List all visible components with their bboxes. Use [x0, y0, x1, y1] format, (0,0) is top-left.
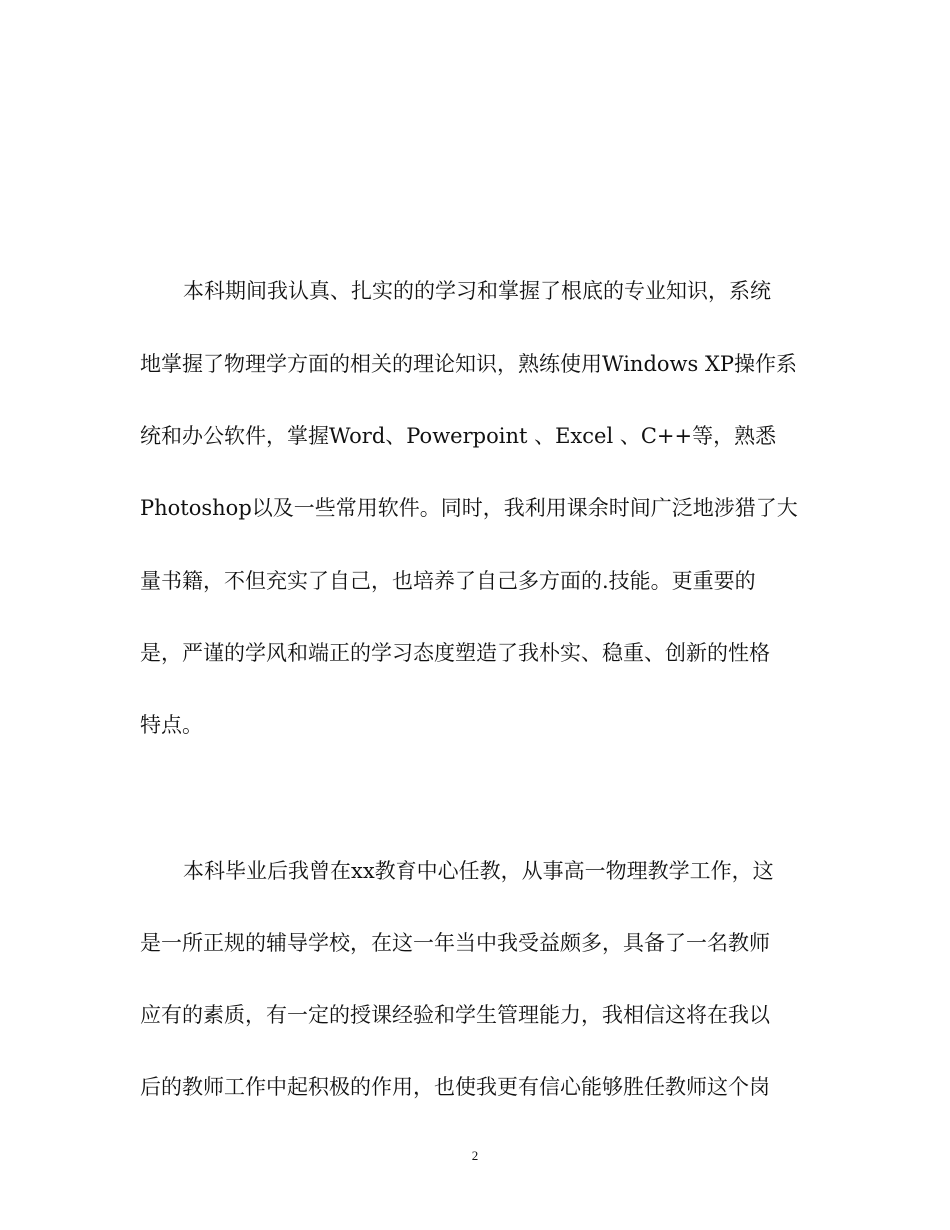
paragraph-1-line-3: 统和办公软件，掌握Word、Powerpoint 、Excel 、C++等，熟悉: [140, 424, 777, 448]
paragraph-1-line-2: 地掌握了物理学方面的相关的理论知识，熟练使用Windows XP操作系: [140, 352, 798, 376]
paragraph-1-line-5: 量书籍，不但充实了自己，也培养了自己多方面的.技能。更重要的: [140, 569, 756, 593]
paragraph-1-line-6: 是，严谨的学风和端正的学习态度塑造了我朴实、稳重、创新的性格: [140, 641, 770, 665]
page-number: 2: [471, 1148, 479, 1163]
paragraph-1-line-7: 特点。: [140, 713, 203, 737]
paragraph-2-line-4: 后的教师工作中起积极的作用，也使我更有信心能够胜任教师这个岗: [140, 1075, 770, 1099]
paragraph-2-line-1: 本科毕业后我曾在xx教育中心任教，从事高一物理教学工作，这: [183, 859, 774, 883]
paragraph-1-line-1: 本科期间我认真、扎实的的学习和掌握了根底的专业知识，系统: [183, 279, 771, 303]
paragraph-1-line-4: Photoshop以及一些常用软件。同时，我利用课余时间广泛地涉猎了大: [140, 496, 798, 520]
paragraph-2-line-2: 是一所正规的辅导学校，在这一年当中我受益颇多，具备了一名教师: [140, 931, 770, 955]
paragraph-2-line-3: 应有的素质，有一定的授课经验和学生管理能力，我相信这将在我以: [140, 1003, 770, 1027]
